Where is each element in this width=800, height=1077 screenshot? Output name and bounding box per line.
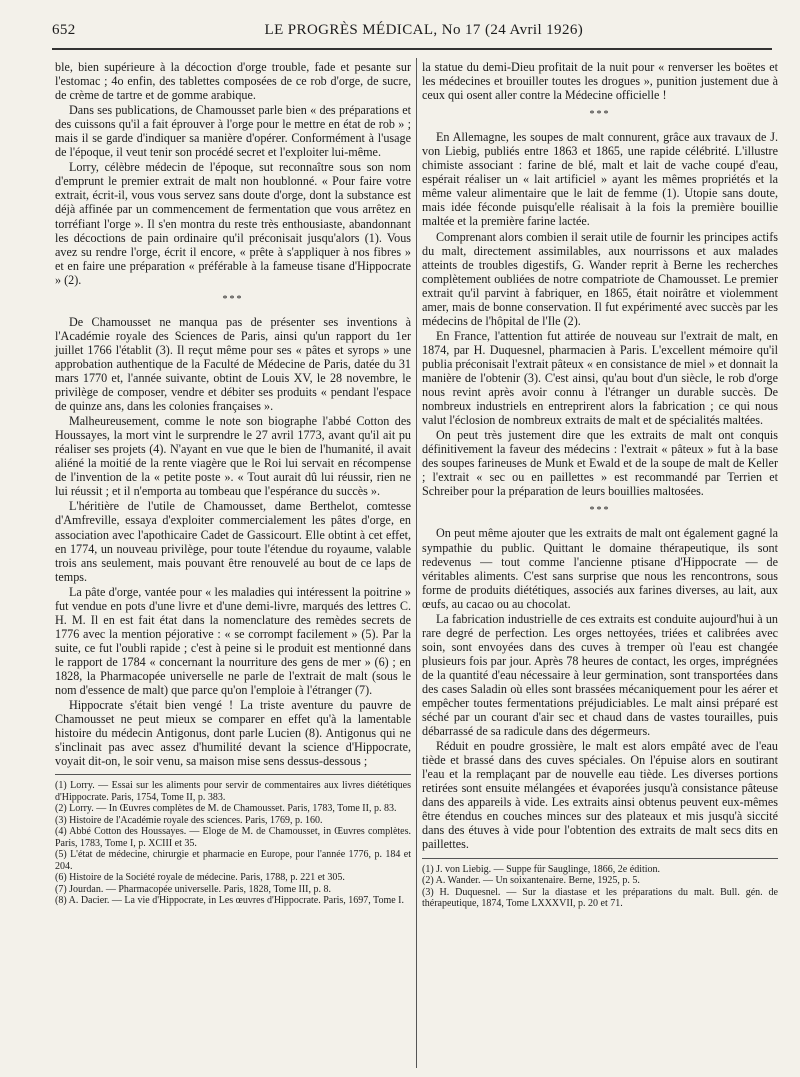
page-header	[52, 22, 772, 44]
paragraph: De Chamousset ne manqua pas de présenter ses inventions à l'Académie royale des Sciences de Paris, ainsi qu'un rapport du 1er juillet 1766 l'établit (3). Il reçut même pour ses « pâtes et syrops » une approbation authentique de la Faculté de Médecine de Paris, datée du 31 mars 1770 et, l'année suivante, obtint de Louis XV, le 28 novembre, le privilège de composer, vendre et débiter ses produits « pendant l'espace de quinze ans, dans les colonies françaises ».	[55, 314, 411, 414]
paragraph: Comprenant alors combien il serait utile de fournir les principes actifs du malt, directement assimilables, aux nourrissons et aux malades atteints de troubles digestifs, G. Wander reprit à Berne les recherches complètement oubliées de notre compatriote de Chamousset. Le premier extrait qu'il parvint à fabriquer, en 1865, était noirâtre et violemment amer, mais de bonne conservation. Il fut expérimenté avec succès par les médecins de l'hôpital de l'Ile (2).	[422, 229, 778, 328]
footnotes	[422, 858, 778, 910]
footnote: (1) J. von Liebig. — Suppe für Sauglinge, 1866, 2e édition.	[422, 863, 661, 875]
footnotes	[55, 774, 411, 907]
paragraph: Malheureusement, comme le note son biographe l'abbé Cotton des Houssayes, la mort vint le surprendre le 27 avril 1773, avant qu'il ait pu réaliser ses projets (4). N'ayant en vue que le bien de l'humanité, il avait aliéné la moitié de la rente viagère que le Roi lui servait en récompense de l'invention de la « petite poste ». « Tout aurait dû lui réussir, rien ne lui réussit ; et il n'emporta au tombeau que l'espérance du succès ».	[55, 414, 411, 499]
footnote: (7) Jourdan. — Pharmacopée universelle. Paris, 1828, Tome III, p. 8.	[55, 883, 331, 895]
footnote: (6) Histoire de la Société royale de médecine. Paris, 1788, p. 221 et 305.	[55, 872, 345, 884]
paragraph: Hippocrate s'était bien vengé ! La triste aventure du pauvre de Chamousset ne peut mieux se comparer en effet qu'à la lamentable histoire du médecin Antigonus, dont parle Lucien (8). Antigonus qui ne s'inclinait pas avec assez d'humilité devant la science d'Hippocrate, voyait dit-on, le soir venu, sa maison mise sens dessus-dessous ;	[55, 698, 411, 769]
paragraph: On peut très justement dire que les extraits de malt ont conquis définitivement la faveur des médecins : l'extrait « pâteux » fut à la base des soupes farineuses de Munk et Ewald et de la soupe de malt de Keller ; l'extrait « sec ou en paillettes » est recommandé par Terrien et Schreiber pour la préparation de leurs bouillies maltosées.	[422, 428, 778, 499]
paragraph: La fabrication industrielle de ces extraits est conduite aujourd'hui à un rare degré de perfection. Les orges nettoyées, triées et calibrées avec soin, sont envoyées dans des cuves à tremper où l'eau est changée plusieurs fois par jour. Après 78 heures de contact, les orges, imprégnées de la quantité d'eau nécessaire à leur germination, sont transportées dans des cases Saladin où elles sont brassées mécaniquement pour les aérer et empêcher toutes fermentations préjudiciables. Le malt ainsi préparé est séché par un courant d'air sec et chaud dans de vastes tourailles, puis débarrassé de sa radicule dans des dégermeurs.	[422, 611, 778, 739]
paragraph: On peut même ajouter que les extraits de malt ont également gagné la sympathie du public. Quittant le domaine thérapeutique, ils sont redevenus — tout comme l'ancienne ptisane d'Hippocrate — de véritables aliments. C'est sans surprise que nous les rencontrons, sous forme de produits diététiques, associés aux farines diverses, au lait, aux œufs, au cacao ou au chocolat.	[422, 526, 778, 611]
header-rule	[52, 48, 772, 50]
footnote: (4) Abbé Cotton des Houssayes. — Eloge de M. de Chamousset, in Œuvres complètes. Paris, 1783, Tome I, p. XCIII et 35.	[55, 826, 411, 849]
section-asterism: ***	[222, 293, 244, 305]
footnote: (8) A. Dacier. — La vie d'Hippocrate, in Les œuvres d'Hippocrate. Paris, 1697, Tome I.	[55, 895, 405, 907]
paragraph: En Allemagne, les soupes de malt connurent, grâce aux travaux de J. von Liebig, publiés entre 1863 et 1865, une rapide célébrité. L'illustre chimiste associant : farine de blé, malt et lait de vache coupé d'eau, espérait réaliser un « lait artificiel » ayant les mêmes propriétés et la même valeur alimentaire que le lait de femme (1). Utopie sans doute, mais idée féconde puisqu'elle réalisait à la fois la première bouillie maltée et la première farine lactée.	[422, 130, 778, 229]
left-column	[55, 60, 411, 1072]
paragraph: Lorry, célèbre médecin de l'époque, sut reconnaître sous son nom d'emprunt le premier extrait de malt non houblonné. « Pour faire votre extrait, écrit-il, vous vous servez sans doute d'orge, dont la substance est déjà affinée par un commencement de fermentation que vous arrêtez en torréfiant l'orge ». Il s'en montra du reste très enthousiaste, abandonnant les décoctions de pain ordinaire qu'il préconisait jusqu'alors (1). Vous avez su rendre l'orge, écrit il encore, « prête à s'appliquer à nos fibres » et en faire une préparation « préférable à la fameuse tisane d'Hippocrate » (2).	[55, 160, 411, 287]
section-asterism: ***	[589, 109, 611, 121]
running-title: LE PROGRÈS MÉDICAL, No 17 (24 Avril 1926)	[264, 22, 584, 38]
footnote: (2) A. Wander. — Un soixantenaire. Berne, 1925, p. 5.	[422, 875, 640, 887]
right-column	[422, 60, 778, 1072]
footnote: (3) Histoire de l'Académie royale des sciences. Paris, 1769, p. 160.	[55, 814, 323, 826]
section-asterism: ***	[589, 505, 611, 517]
paragraph: la statue du demi-Dieu profitait de la nuit pour « renverser les boëtes et les médecines et brouiller toutes les drogues », punition justement due à ceux qui osent aller contre la Médecine officielle !	[422, 60, 778, 103]
paragraph: Réduit en poudre grossière, le malt est alors empâté avec de l'eau tiède et brassé dans des cuves spéciales. On l'épuise alors en soutirant l'eau et la remplaçant par de nouvelle eau tiède. Les diverses portions retirées sont ensuite mélangées et évaporées jusqu'à consistance pâteuse dans des appareils à vide. Les extraits ainsi obtenus peuvent eux-mêmes être étendus en couches minces sur des plateaux et mis jusqu'à siccité dans des étuves à vide pour l'obtention des extraits de malt secs dits en paillettes.	[422, 739, 778, 852]
paragraph: En France, l'attention fut attirée de nouveau sur l'extrait de malt, en 1874, par H. Duquesnel, pharmacien à Paris. L'excellent mémoire qu'il publia préconisait l'extrait pâteux « en consistance de miel » et donnait la manière de l'obtenir (3). C'est ainsi, qu'au bout d'un siècle, le rob d'orge nous revint après avoir connu à l'étranger un durable succès. De nombreux industriels en entreprirent alors la fabrication ; ce qui nous valut l'éclosion de nombreux extraits de malt et de spécialités maltées.	[422, 328, 778, 428]
footnote: (3) H. Duquesnel. — Sur la diastase et les préparations du malt. Bull. gén. de thérapeutique, 1874, Tome LXXXVII, p. 20 et 71.	[422, 886, 778, 910]
paragraph: La pâte d'orge, vantée pour « les maladies qui intéressent la poitrine » fut vendue en pots d'une livre et d'une demi-livre, marqués des lettres C. H. M. Il en est fait état dans la nomenclature des remèdes secrets de 1776 avec la mention péjorative : « se corrompt facilement » (5). Par la suite, ce fut l'oubli rapide ; c'est à peine si le produit est mentionné dans le rapport de 1784 « concernant la nourriture des gens de mer » (6) ; en 1828, la Pharmacopée universelle ne parle de l'extrait de malt (sous le nom d'essence de malt) que parce qu'on l'emploie à l'étranger (7).	[55, 584, 411, 698]
page-number: 652	[52, 22, 76, 38]
paragraph: L'héritière de l'utile de Chamousset, dame Berthelot, comtesse d'Amfreville, essaya d'exploiter commercialement les pâtes d'orge, en association avec l'apothicaire Cadet de Gassicourt. Elle obtint à cet effet, en 1774, un nouveau privilège, pour toute l'étendue du royaume, valable trois ans seulement, mais pouvant être renouvelé au bout de ce laps de temps.	[55, 499, 411, 584]
footnote: (1) Lorry. — Essai sur les aliments pour servir de commentaires aux livres diététiques d'Hippocrate. Paris, 1754, Tome II, p. 383.	[55, 780, 411, 803]
column-divider	[416, 58, 417, 1068]
footnote: (2) Lorry. — In Œuvres complètes de M. de Chamousset. Paris, 1783, Tome II, p. 83.	[55, 803, 397, 815]
footnote: (5) L'état de médecine, chirurgie et pharmacie en Europe, pour l'année 1776, p. 184 et 204.	[55, 849, 411, 872]
paragraph: Dans ses publications, de Chamousset parle bien « des préparations et des cuissons qu'il a fait éprouver à l'orge pour le mettre en état de rob » ; mais il se garde d'indiquer sa manière d'opérer. Conformément à l'usage de l'époque, il veut tenir son procédé secret et l'exploiter lui-même.	[55, 103, 411, 160]
paragraph: ble, bien supérieure à la décoction d'orge trouble, fade et pesante sur l'estomac ; 4o enfin, des tablettes composées de ce rob d'orge, de sucre, de crème de tartre et de gomme arabique.	[55, 60, 411, 103]
